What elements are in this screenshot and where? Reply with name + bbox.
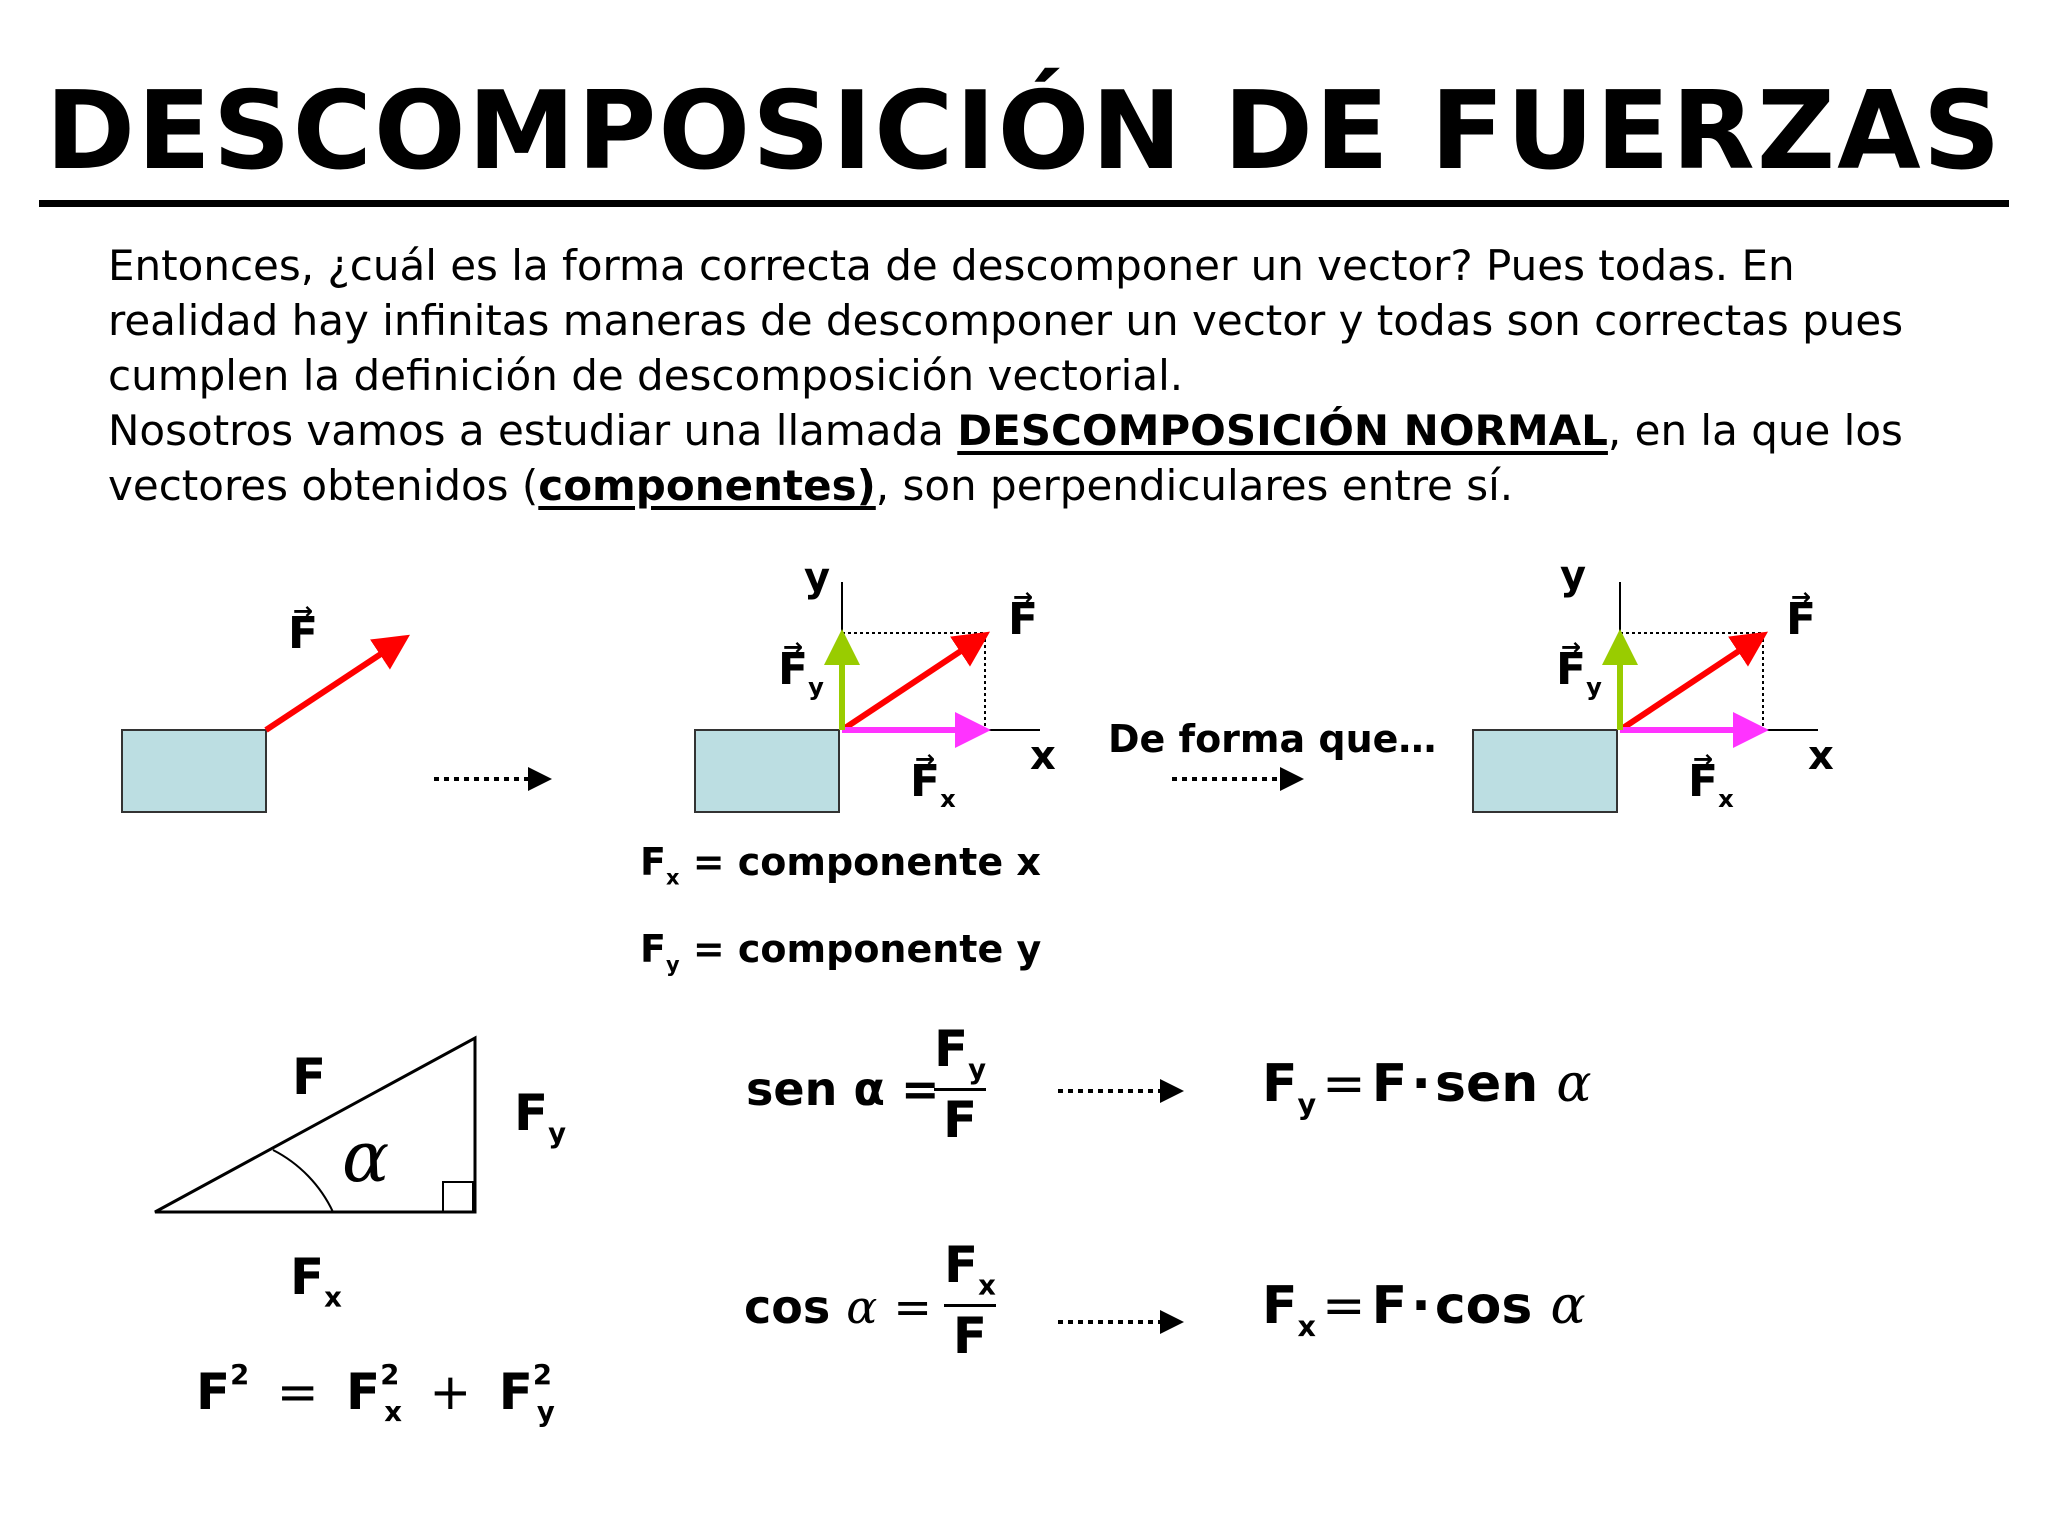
x-axis-label-2: x: [1030, 733, 1056, 779]
opposite-side-label: $F_y$: [514, 1084, 567, 1150]
block-3: [1473, 730, 1617, 812]
fx-label-3: → $F_x$: [1688, 760, 1734, 811]
cosine-fraction: $F_x$ F: [944, 1236, 996, 1365]
fx-formula: $F_x = F\cdot\cos$ α: [1262, 1276, 1586, 1343]
intro-paragraph: Entonces, ¿cuál es la forma correcta de descomponer un vector? Pues todas. En realidad hay infinitas maneras de descomponer un vector y todas son correctas pues cumplen la definición de descomposición vectorial. Nosotros vamos a estudiar una llamada DESCOMPOSICIÓN NORMAL, en la que los vectores obtenidos (componentes), son perpendiculares entre sí.: [108, 241, 1904, 510]
normal-decomposition-term: DESCOMPOSICIÓN NORMAL: [957, 406, 1608, 455]
block-2: [695, 730, 839, 812]
fy-definition: $F_y$ = componente y: [640, 927, 1042, 977]
force-label-3: → F: [1786, 598, 1816, 642]
sine-left-side: sen α =: [746, 1062, 940, 1116]
angle-arc: [273, 1150, 333, 1212]
y-axis-label-3: y: [1560, 553, 1587, 599]
fy-label-2: → $F_y$: [778, 648, 824, 699]
force-label-2: → F: [1008, 598, 1038, 642]
hypotenuse-label: F: [292, 1048, 327, 1106]
adjacent-side-label: $F_x$: [290, 1248, 342, 1314]
sine-fraction: $F_y$ F: [934, 1020, 987, 1149]
force-arrow-1: [266, 638, 405, 730]
components-term: componentes): [538, 461, 876, 510]
fx-definition: $F_x$ = componente x: [640, 840, 1041, 890]
force-arrow-3: [1620, 635, 1763, 730]
force-label-1: → F: [288, 612, 318, 656]
force-arrow-2: [842, 635, 985, 730]
fy-label-3: → $F_y$: [1556, 648, 1602, 699]
block-1: [122, 730, 266, 812]
fy-formula: $F_y = F\cdot sen$ α: [1262, 1054, 1592, 1121]
pythagoras-formula: $F^2 = F^2_x + F^2_y$: [196, 1359, 555, 1429]
alpha-angle-label: α: [342, 1116, 390, 1198]
page-title: DESCOMPOSICIÓN DE FUERZAS: [0, 78, 2048, 186]
x-axis-label-3: x: [1808, 733, 1834, 779]
y-axis-label-2: y: [804, 555, 831, 601]
right-angle-mark: [443, 1182, 473, 1212]
de-forma-que-label: De forma que…: [1108, 717, 1437, 761]
fx-label-2: → $F_x$: [910, 760, 956, 811]
cosine-left-side: cos α =: [744, 1280, 932, 1334]
